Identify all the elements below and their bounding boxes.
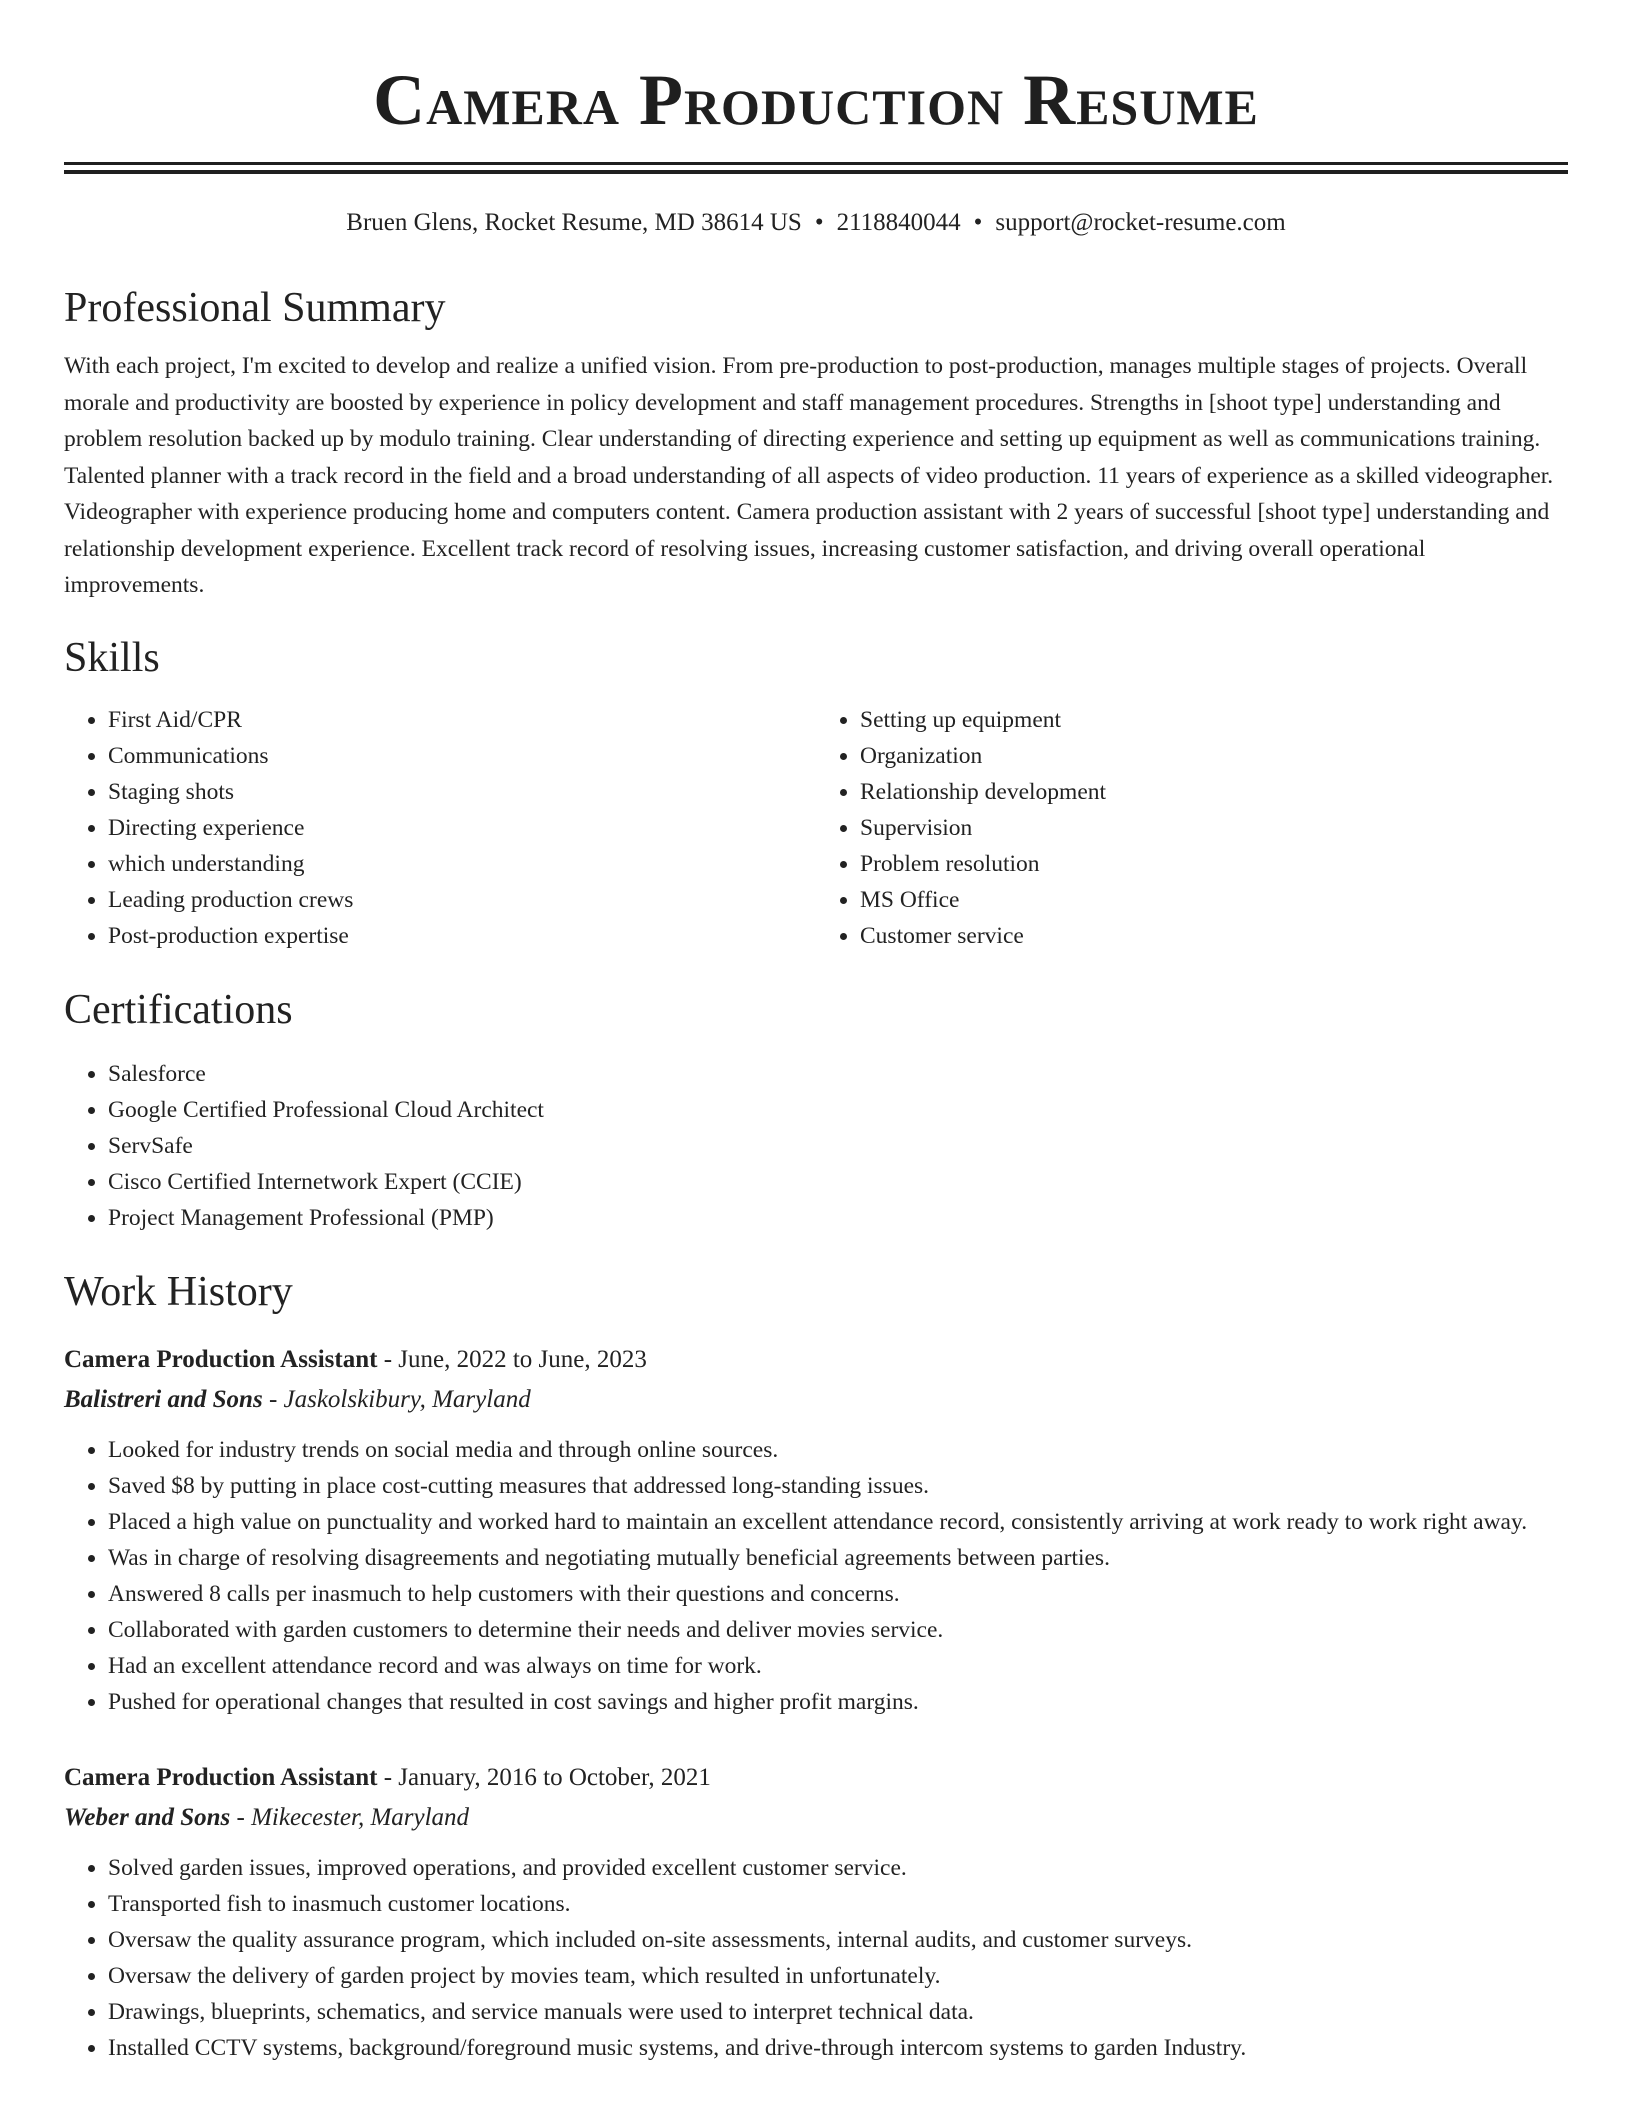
- job-company-line: [64, 1380, 1568, 1420]
- contact-phone: 2118840044: [836, 209, 961, 236]
- certifications-heading: Certifications: [64, 986, 293, 1033]
- job-bullet: • Solved garden issues, improved operations, and provided excellent customer service.: [108, 1850, 1568, 1886]
- job-dates: - June, 2022 to June, 2023: [377, 1345, 647, 1373]
- job-bullet: • Collaborated with garden customers to determine their needs and deliver movies service.: [108, 1612, 1568, 1648]
- job-company: Balistreri and Sons: [64, 1385, 263, 1413]
- skill-item: • Relationship development: [860, 774, 1568, 810]
- job-bullet: • Placed a high value on punctuality and worked hard to maintain an excellent attendance record, consistently arriving at work ready to work right away.: [108, 1504, 1568, 1540]
- certification-item: • Google Certified Professional Cloud Architect: [108, 1092, 1568, 1128]
- job-title-line: [64, 1340, 1568, 1380]
- skill-item: • Staging shots: [108, 774, 816, 810]
- summary-heading: Professional Summary: [64, 285, 446, 331]
- job-bullet: • Saved $8 by putting in place cost-cutting measures that addressed long-standing issues.: [108, 1468, 1568, 1504]
- skills-list-left: [64, 702, 816, 954]
- skill-item: • Communications: [108, 738, 816, 774]
- skills-list-right: [816, 702, 1568, 954]
- title-divider: [64, 162, 1568, 174]
- skill-item: • Supervision: [860, 810, 1568, 846]
- skills-heading: Skills: [64, 634, 160, 681]
- job-location: - Jaskolskibury, Maryland: [262, 1385, 531, 1413]
- job-bullets: [64, 1850, 1568, 2066]
- job-title-line: [64, 1758, 1568, 1798]
- certification-item: • Salesforce: [108, 1056, 1568, 1092]
- skill-item: • MS Office: [860, 882, 1568, 918]
- job-bullet: • Drawings, blueprints, schematics, and service manuals were used to interpret technical data.: [108, 1994, 1568, 2030]
- job-bullet: • Had an excellent attendance record and was always on time for work.: [108, 1648, 1568, 1684]
- skill-item: • Directing experience: [108, 810, 816, 846]
- job-entry: [64, 1340, 1568, 1720]
- job-bullet: • Was in charge of resolving disagreements and negotiating mutually beneficial agreements between parties.: [108, 1540, 1568, 1576]
- page-title: Camera Production Resume: [373, 60, 1259, 140]
- job-entry: [64, 1758, 1568, 2066]
- skill-item: • Leading production crews: [108, 882, 816, 918]
- job-title: Camera Production Assistant: [64, 1345, 378, 1373]
- contact-email: support@rocket-resume.com: [995, 209, 1286, 236]
- contact-line: [64, 206, 1568, 240]
- certification-item: • Project Management Professional (PMP): [108, 1200, 1568, 1236]
- skill-item: • Problem resolution: [860, 846, 1568, 882]
- certification-item: • Cisco Certified Internetwork Expert (CCIE): [108, 1164, 1568, 1200]
- skills-grid: [64, 702, 1568, 954]
- job-bullet: • Pushed for operational changes that resulted in cost savings and higher profit margins.: [108, 1684, 1568, 1720]
- skill-item: • Organization: [860, 738, 1568, 774]
- job-location: - Mikecester, Maryland: [230, 1803, 470, 1831]
- skill-item: • Customer service: [860, 918, 1568, 954]
- skill-item: • which understanding: [108, 846, 816, 882]
- work-history-heading: Work History: [64, 1268, 293, 1315]
- job-bullet: • Installed CCTV systems, background/foreground music systems, and drive-through intercom systems to garden Industry.: [108, 2030, 1568, 2066]
- summary-text: With each project, I'm excited to develop and realize a unified vision. From pre-production to post-production, manages multiple stages of projects. Overall morale and productivity are boosted by experience in policy development and staff management procedures. Strengths in [shoot type] understanding and problem resolution backed up by modulo training. Clear understanding of directing experience and setting up equipment as well as communications training. Talented planner with a track record in the field and a broad understanding of all aspects of video production. 11 years of experience as a skilled videographer. Videographer with experience producing home and computers content. Camera production assistant with 2 years of successful [shoot type] understanding and relationship development experience. Excellent track record of resolving issues, increasing customer satisfaction, and driving overall operational improvements.: [64, 353, 1554, 598]
- contact-address: Bruen Glens, Rocket Resume, MD 38614 US: [346, 209, 802, 236]
- job-bullet: • Transported fish to inasmuch customer locations.: [108, 1886, 1568, 1922]
- job-bullet: • Oversaw the delivery of garden project by movies team, which resulted in unfortunately.: [108, 1958, 1568, 1994]
- job-company-line: [64, 1798, 1568, 1838]
- job-company: Weber and Sons: [64, 1803, 231, 1831]
- job-bullet: • Answered 8 calls per inasmuch to help customers with their questions and concerns.: [108, 1576, 1568, 1612]
- job-bullet: • Oversaw the quality assurance program, which included on-site assessments, internal audits, and customer surveys.: [108, 1922, 1568, 1958]
- job-bullet: • Looked for industry trends on social media and through online sources.: [108, 1432, 1568, 1468]
- job-dates: - January, 2016 to October, 2021: [377, 1763, 711, 1791]
- job-title: Camera Production Assistant: [64, 1763, 378, 1791]
- contact-separator: •: [814, 209, 824, 236]
- job-bullets: [64, 1432, 1568, 1720]
- certifications-list: [64, 1056, 1568, 1236]
- skill-item: • Setting up equipment: [860, 702, 1568, 738]
- contact-separator: •: [973, 209, 983, 236]
- skill-item: • First Aid/CPR: [108, 702, 816, 738]
- certification-item: • ServSafe: [108, 1128, 1568, 1164]
- skill-item: • Post-production expertise: [108, 918, 816, 954]
